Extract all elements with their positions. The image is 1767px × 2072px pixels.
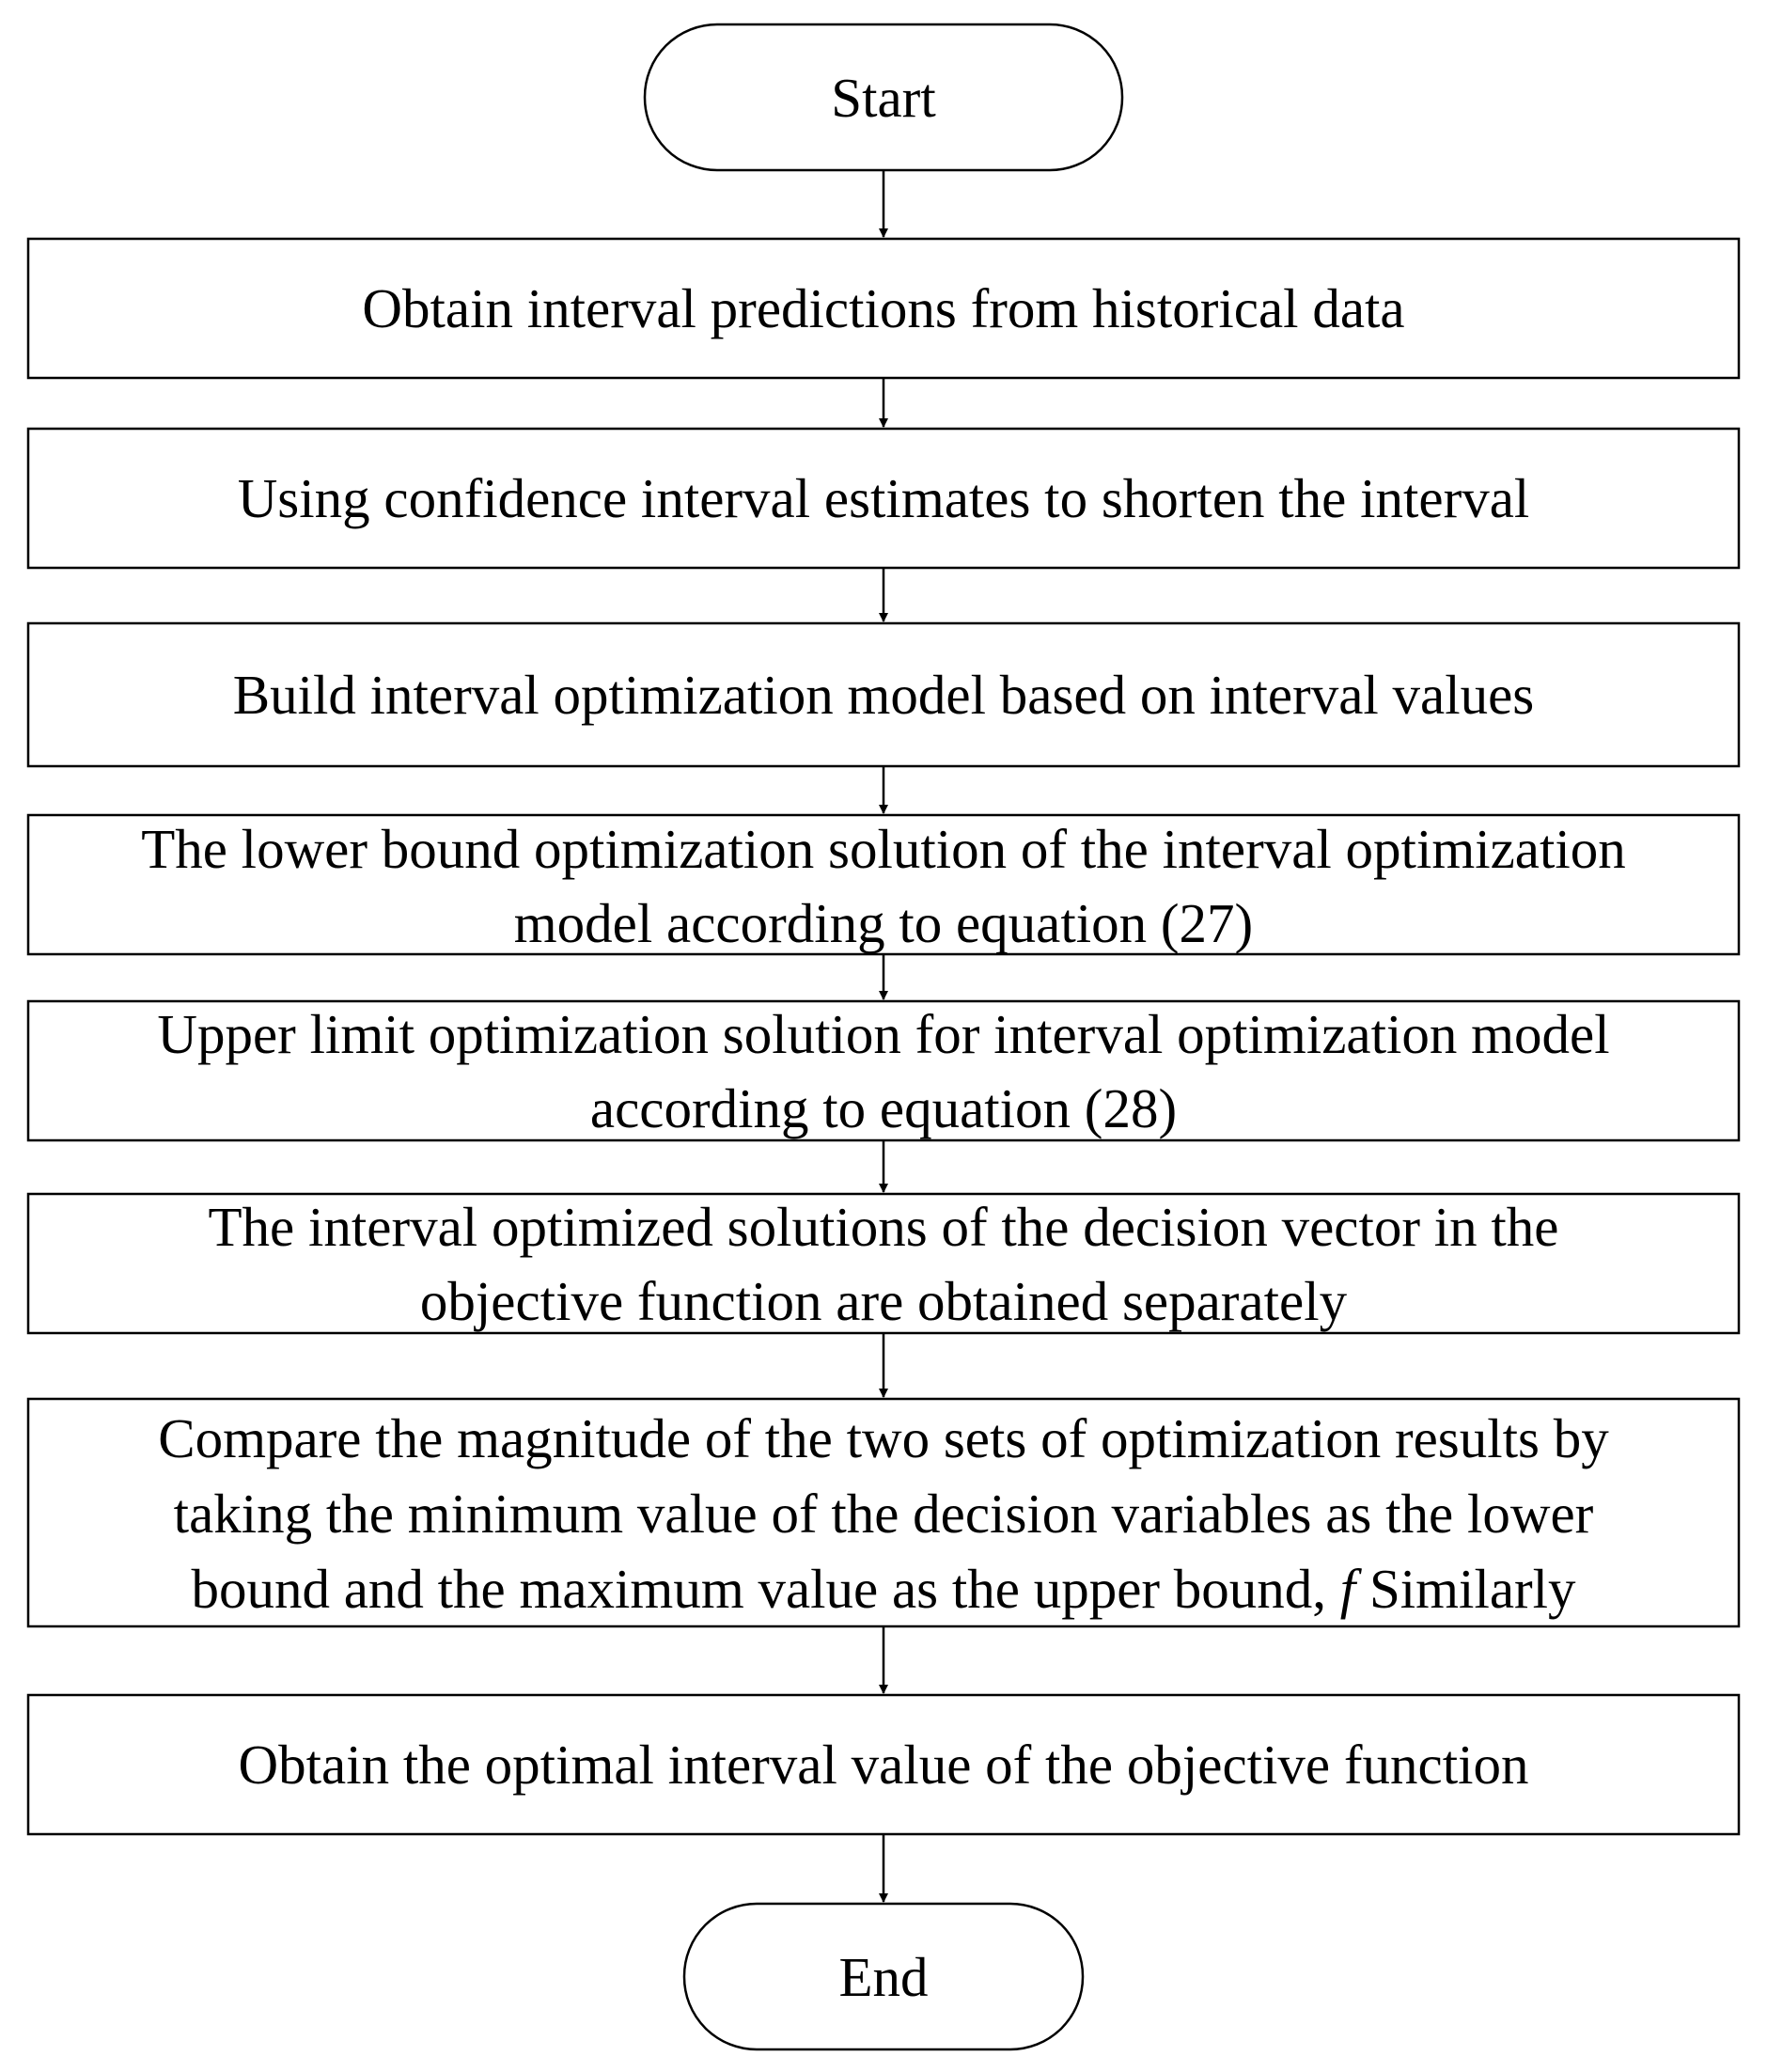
step-separate-solutions-line-1: The interval optimized solutions of the decision vector in the <box>208 1196 1559 1258</box>
step-upper-limit-line-2: according to equation (28) <box>589 1077 1178 1139</box>
step-compare-results-line-3 <box>191 1558 1576 1620</box>
start-terminal <box>645 24 1122 170</box>
end-terminal <box>684 1904 1083 2049</box>
end-label: End <box>838 1946 929 2008</box>
step-separate-solutions-box <box>28 1194 1739 1333</box>
step-compare-results-line-2: taking the minimum value of the decision variables as the lower <box>173 1483 1594 1545</box>
step-confidence-interval-box <box>28 429 1739 568</box>
step-build-model-label: Build interval optimization model based on interval values <box>232 664 1535 726</box>
start-label: Start <box>831 67 936 129</box>
step-confidence-interval-label: Using confidence interval estimates to shorten the interval <box>237 467 1530 529</box>
step-compare-results-box <box>28 1399 1739 1626</box>
step-compare-results-tail: Similarly <box>1368 1558 1576 1620</box>
step-optimal-interval-box <box>28 1695 1739 1834</box>
step-build-model-box <box>28 623 1739 766</box>
step-compare-results-line-1: Compare the magnitude of the two sets of optimization results by <box>158 1407 1609 1469</box>
step-lower-bound-line-1: The lower bound optimization solution of the interval optimization <box>141 818 1626 880</box>
step-compare-results-line-3-main: bound and the maximum value as the upper bound, <box>191 1558 1327 1620</box>
step-obtain-predictions-label: Obtain interval predictions from historical data <box>362 277 1405 339</box>
step-obtain-predictions-box <box>28 239 1739 378</box>
step-separate-solutions-line-2: objective function are obtained separately <box>419 1270 1348 1332</box>
function-symbol-f: f <box>1339 1558 1356 1620</box>
step-lower-bound-box <box>28 815 1739 954</box>
step-upper-limit-line-1: Upper limit optimization solution for interval optimization model <box>157 1003 1610 1065</box>
step-upper-limit-box <box>28 1001 1739 1140</box>
step-optimal-interval-label: Obtain the optimal interval value of the objective function <box>238 1734 1529 1796</box>
step-lower-bound-line-2: model according to equation (27) <box>513 892 1254 954</box>
